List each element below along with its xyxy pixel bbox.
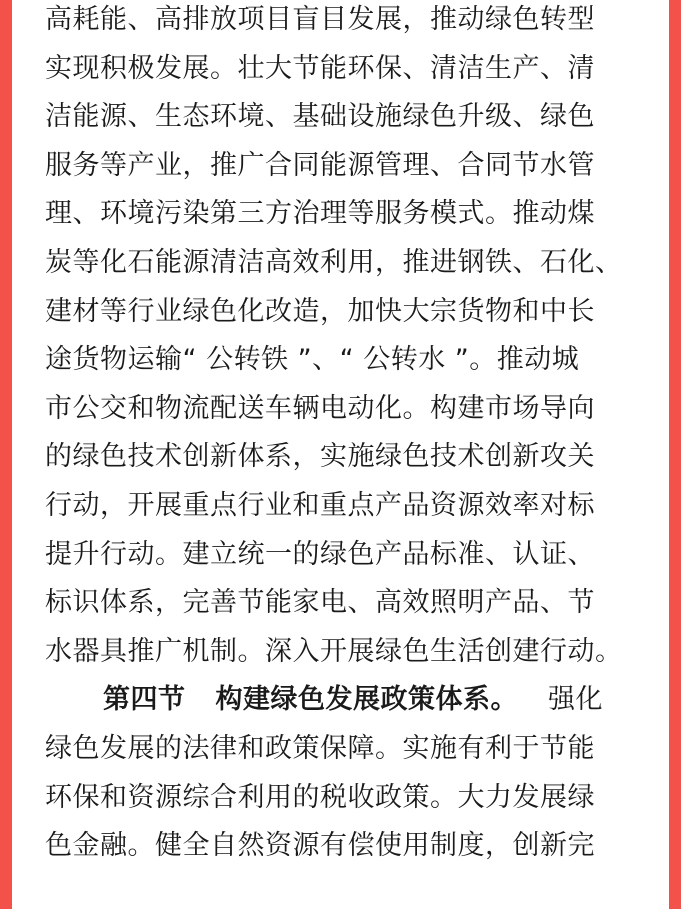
text-line: 的绿色技术创新体系，实施绿色技术创新攻关 [45, 441, 595, 473]
text-line: 环保和资源综合利用的税收政策。大力发展绿 [45, 781, 595, 813]
section-lead-text: 强化 [548, 684, 603, 716]
text-line: 行动，开展重点行业和重点产品资源效率对标 [45, 489, 595, 521]
section-number: 第四节 [103, 684, 186, 716]
text-line: 理、环境污染第三方治理等服务模式。推动煤 [45, 198, 595, 230]
text-line: 标识体系，完善节能家电、高效照明产品、节 [45, 587, 595, 619]
text-line: 市公交和物流配送车辆电动化。构建市场导向 [45, 392, 595, 424]
text-line: 服务等产业，推广合同能源管理、合同节水管 [45, 149, 595, 181]
text-line: 洁能源、生态环境、基础设施绿色升级、绿色 [45, 101, 595, 133]
text-line: 高耗能、高排放项目盲目发展，推动绿色转型 [45, 4, 595, 35]
text-line: 实现积极发展。壮大节能环保、清洁生产、清 [45, 52, 595, 84]
section-title: 构建绿色发展政策体系。 [215, 684, 518, 716]
text-line: 绿色发展的法律和政策保障。实施有利于节能 [45, 732, 595, 764]
text-line: 水器具推广机制。深入开展绿色生活创建行动。 [45, 635, 623, 667]
right-red-border [669, 0, 681, 909]
section-heading-line [45, 676, 645, 725]
text-line: 提升行动。建立统一的绿色产品标准、认证、 [45, 538, 595, 570]
left-red-border [0, 0, 12, 909]
text-line: 途货物运输“ 公转铁 ”、“ 公转水 ”。推动城 [45, 344, 580, 376]
text-line: 炭等化石能源清洁高效利用，推进钢铁、石化、 [45, 246, 623, 278]
document-body [45, 0, 645, 871]
text-line: 色金融。健全自然资源有偿使用制度，创新完 [45, 830, 595, 862]
text-line: 建材等行业绿色化改造，加快大宗货物和中长 [45, 295, 595, 327]
